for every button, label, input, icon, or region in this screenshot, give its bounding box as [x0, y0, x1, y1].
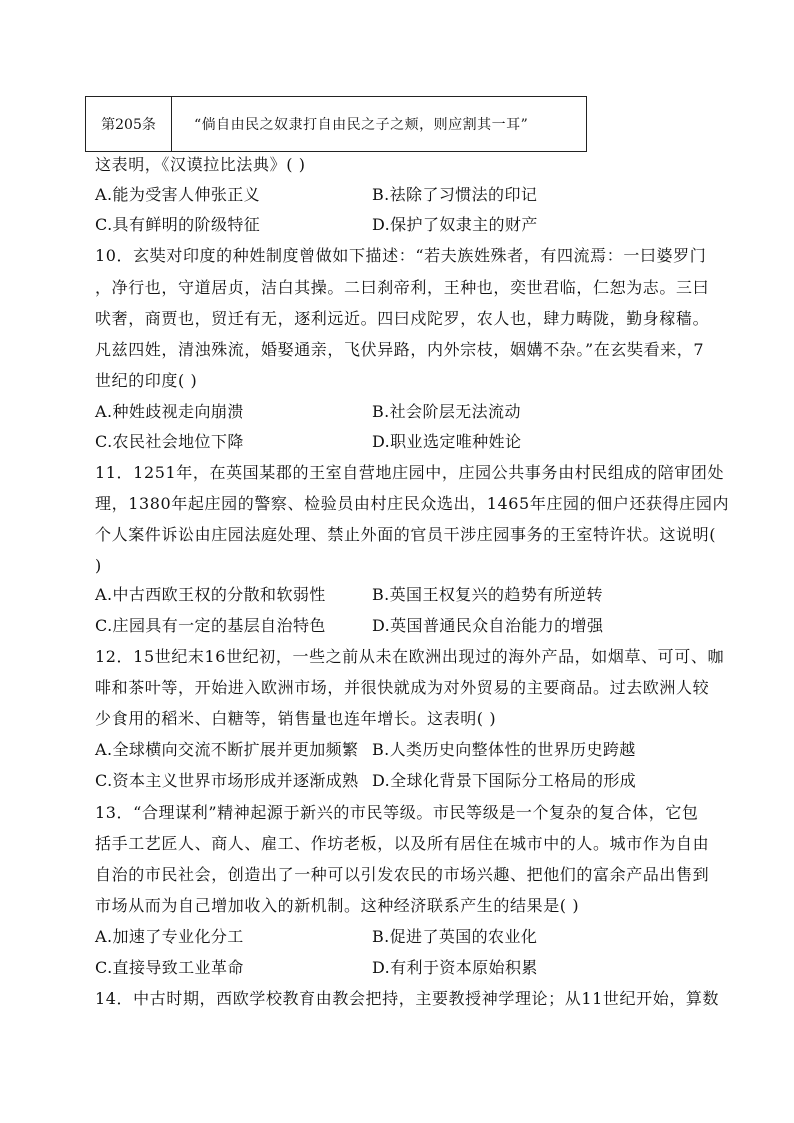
q12-option-a: A.全球横向交流不断扩展并更加频繁: [95, 740, 359, 759]
q12-line-2: 啡和茶叶等，开始进入欧洲市场，并很快就成为对外贸易的主要商品。过去欧洲人较: [95, 678, 710, 697]
q13-option-d: D.有利于资本原始积累: [372, 958, 538, 977]
q10-line-3: 吠奢，商贾也，贸迁有无，逐利远近。四曰戍陀罗，农人也，肆力畴陇，勤身稼穑。: [95, 309, 710, 328]
law-excerpt-table: [85, 96, 587, 152]
q12-option-b: B.人类历史向整体性的世界历史跨越: [372, 740, 636, 759]
q10-line-1: 10．玄奘对印度的种姓制度曾做如下描述：“若夫族姓殊者，有四流焉：一曰婆罗门: [95, 246, 707, 265]
q10-option-c: C.农民社会地位下降: [95, 432, 244, 451]
q11-option-b: B.英国王权复兴的趋势有所逆转: [372, 585, 603, 604]
q10-line-4: 凡兹四姓，清浊殊流，婚娶通亲，飞伏异路，内外宗枝，姻媾不杂。”在玄奘看来，7: [95, 340, 705, 359]
q9-option-d: D.保护了奴隶主的财产: [372, 215, 538, 234]
q9-option-c: C.具有鲜明的阶级特征: [95, 215, 261, 234]
q12-option-c: C.资本主义世界市场形成并逐渐成熟: [95, 771, 359, 790]
q11-line-3: 个人案件诉讼由庄园法庭处理、禁止外面的官员干涉庄园事务的王室特许状。这说明(: [95, 525, 717, 544]
q13-line-4: 市场从而为自己增加收入的新机制。这种经济联系产生的结果是( ): [95, 896, 580, 915]
q12-line-1: 12．15世纪末16世纪初，一些之前从未在欧洲出现过的海外产品，如烟草、可可、咖: [95, 647, 725, 666]
q9-stem: 这表明，《汉谟拉比法典》( ): [95, 155, 306, 174]
q12-option-d: D.全球化背景下国际分工格局的形成: [372, 771, 637, 790]
q9-option-b: B.祛除了习惯法的印记: [372, 185, 538, 204]
q13-option-b: B.促进了英国的农业化: [372, 927, 538, 946]
q11-line-2: 理，1380年起庄园的警察、检验员由村庄民众选出，1465年庄园的佃户还获得庄园内: [95, 494, 730, 513]
q13-option-c: C.直接导致工业革命: [95, 958, 244, 977]
q10-option-d: D.职业选定唯种姓论: [372, 432, 522, 451]
q11-line-1: 11．1251年，在英国某郡的王室自营地庄园中，庄园公共事务由村民组成的陪审团处: [95, 463, 725, 482]
article-quote-cell: “倘自由民之奴隶打自由民之子之颊，则应割其一耳”: [172, 97, 587, 152]
q9-option-a: A.能为受害人伸张正义: [95, 185, 261, 204]
q11-line-4: ): [95, 556, 102, 575]
q10-line-5: 世纪的印度( ): [95, 371, 198, 390]
article-number-cell: 第205条: [86, 97, 172, 152]
q11-option-d: D.英国普通民众自治能力的增强: [372, 616, 604, 635]
q10-line-2: ，净行也，守道居贞，洁白其操。二曰刹帝利，王种也，奕世君临，仁恕为志。三曰: [95, 278, 710, 297]
q10-option-b: B.社会阶层无法流动: [372, 402, 521, 421]
q10-option-a: A.种姓歧视走向崩溃: [95, 402, 244, 421]
q13-line-1: 13．“合理谋利”精神起源于新兴的市民等级。市民等级是一个复杂的复合体，它包: [95, 803, 699, 822]
q11-option-a: A.中古西欧王权的分散和软弱性: [95, 585, 326, 604]
q12-line-3: 少食用的稻米、白糖等，销售量也连年增长。这表明( ): [95, 709, 497, 728]
q13-line-2: 括手工艺匠人、商人、雇工、作坊老板，以及所有居住在城市中的人。城市作为自由: [95, 834, 710, 853]
q11-option-c: C.庄园具有一定的基层自治特色: [95, 616, 326, 635]
q14-line-1: 14．中古时期，西欧学校教育由教会把持，主要教授神学理论；从11世纪开始，算数: [95, 989, 720, 1008]
q13-line-3: 自治的市民社会，创造出了一种可以引发农民的市场兴趣、把他们的富余产品出售到: [95, 865, 710, 884]
q13-option-a: A.加速了专业化分工: [95, 927, 244, 946]
